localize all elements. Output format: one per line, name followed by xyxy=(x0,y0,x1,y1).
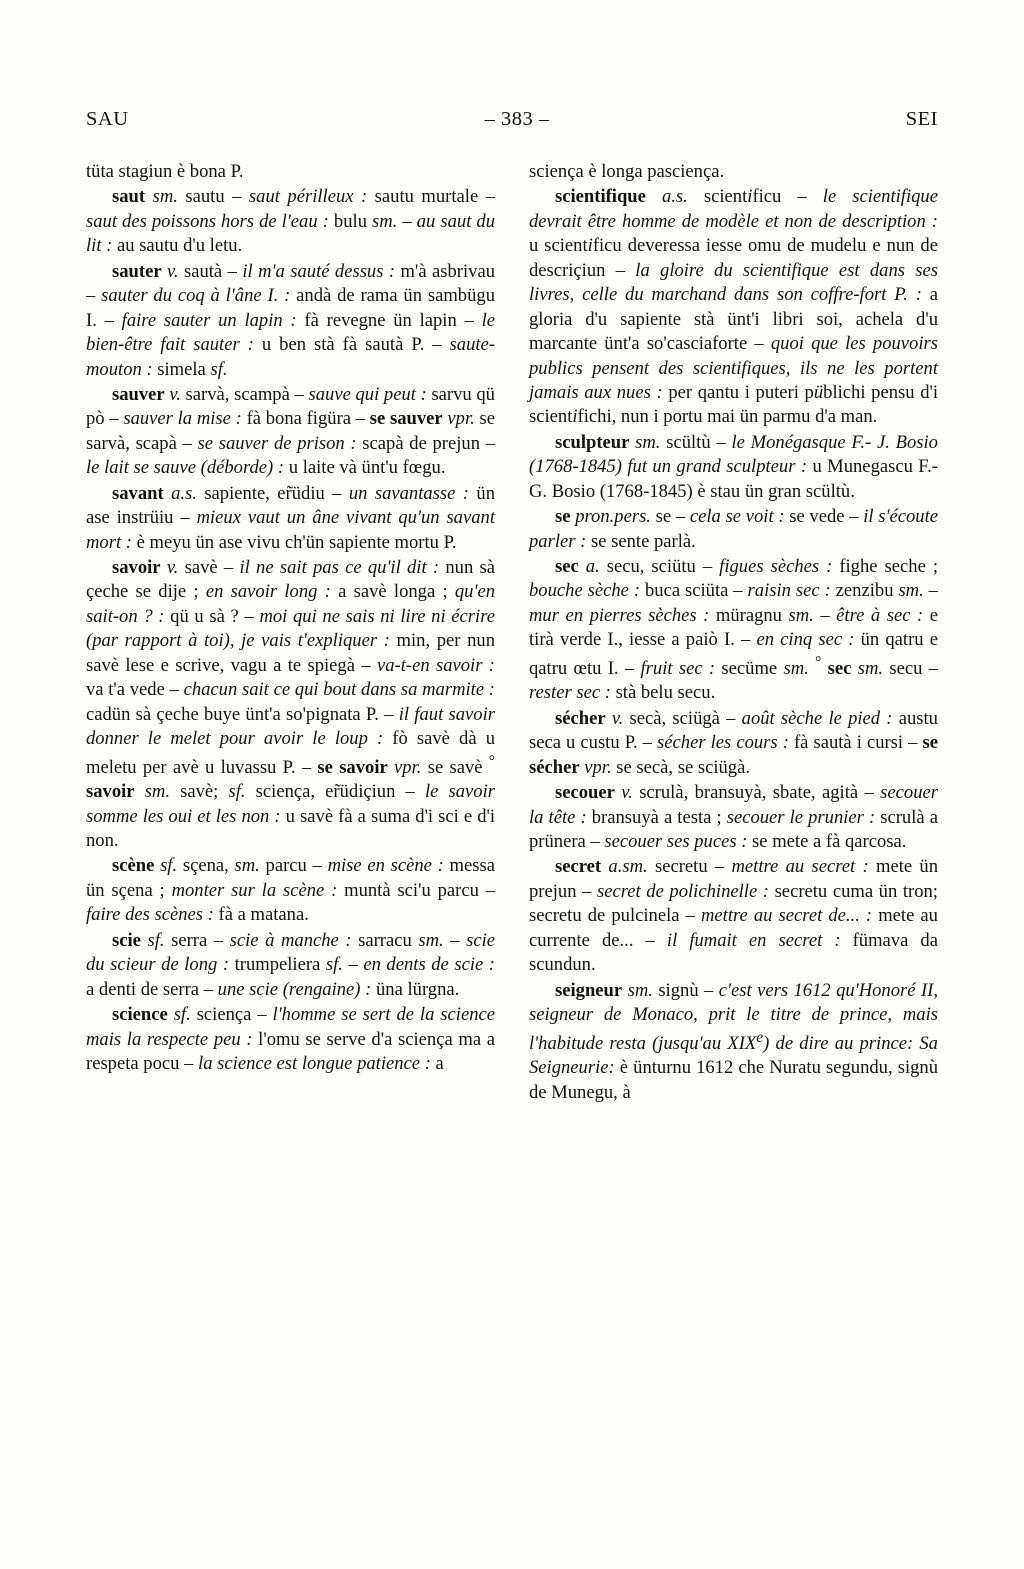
dictionary-entry: sec a. secu, sciütu – figues sèches : fighe seche ; bouche sèche : buca sciüta – raisin sec : zenzibu sm. – mur en pierres sèches : müragnu sm. – être à sec : e tirà verde I., iesse a paiò I. – en cinq sec : ün qatru e qatru œtu I. – fruit sec : secüme sm. ° sec sm. secu – rester sec : stà belu secu. xyxy=(529,556,939,704)
page-columns xyxy=(86,160,938,1106)
dictionary-entry: saut sm. sautu – saut périlleux : sautu murtale – saut des poissons hors de l'eau : bulu sm. – au saut du lit : au sautu d'u letu. xyxy=(86,186,496,257)
dictionary-entry: se pron.pers. se – cela se voit : se vede – il s'écoute parler : se sente parlà. xyxy=(529,506,938,552)
column-right xyxy=(529,160,938,1106)
dictionary-entry: secret a.sm. secretu – mettre au secret : mete ün prejun – secret de polichinelle : secretu cuma ün tron; secretu de pulcinela – mettre au secret de... : mete au currente de... – il fumait en secret : fümava da scundun. xyxy=(529,856,938,976)
dictionary-entry: scène sf. sçena, sm. parcu – mise en scène : messa ün sçena ; monter sur la scène : muntà sci'u parcu – faire des scènes : fà a matana. xyxy=(86,855,495,926)
dictionary-entry: sciença è longa pasciença. xyxy=(529,161,725,182)
dictionary-entry: savant a.s. sapiente, er̃üdiu – un savantasse : ün ase instrüiu – mieux vaut un âne vivant qu'un savant mort : è meyu ün ase vivu ch'ün sapiente mortu P. xyxy=(86,482,495,553)
dictionary-entry: seigneur sm. signù – c'est vers 1612 qu'Honoré II, seigneur de Monaco, prit le titre de prince, mais l'habitude resta (jusqu'au XIXe) de dire au prince: Sa Seigneurie: è ünturnu 1612 che Nuratu segundu, signù de Munegu, à xyxy=(529,979,938,1103)
running-head-right: SEI xyxy=(905,108,938,130)
dictionary-entry: secouer v. scrulà, bransuyà, sbate, agità – secouer la tête : bransuyà a testa ; secouer le prunier : scrulà a prünera – secouer ses puces : se mete a fà qarcosa. xyxy=(529,782,938,852)
dictionary-entry: sauter v. sautà – il m'a sauté dessus : m'à asbrivau – sauter du coq à l'âne I. : andà de rama ün sambügu I. – faire sauter un lapin : fà revegne ün lapin – le bien-être fait sauter : u ben stà fà sautà P. – saute-mouton : simela sf. xyxy=(86,260,496,380)
dictionary-entry: scientifique a.s. scientificu – le scientifique devrait être homme de modèle et non de description : u scientificu deveressa iesse omu de mudelu e nun de descriçiun – la gloire du scientifique est dans ses livres, celle du marchand dans son coffre-fort P. : a gloria d'u sapiente stà ünt'i libri soi, achela d'u marcante ünt'a so'casciaforte – quoi que les pouvoirs publics pensent des scientifiques, ils ne les portent jamais aux nues : per qantu i puteri püblichi pensu d'i scientifichi, nun i portu mai ün parmu d'a man. xyxy=(529,186,939,428)
page-header xyxy=(86,108,938,131)
dictionary-entry: tüta stagiun è bona P. xyxy=(86,161,244,182)
running-head-left: SAU xyxy=(86,108,129,130)
dictionary-entry: savoir v. savè – il ne sait pas ce qu'il dit : nun sà çeche se dije ; en savoir long : a savè longa ; qu'en sait-on ? : qü u sà ? – moi qui ne sais ni lire ni écrire (par rapport à toi), je vais t'expliquer : min, per nun savè lese e scrive, vagu a te spiegà – va-t-en savoir : va t'a vede – chacun sait ce qui bout dans sa marmite : cadün sà çeche buye ünt'a so'pignata P. – il faut savoir donner le melet pour avoir le loup : fò savè dà u meletu per avè u luvassu P. – se savoir vpr. se savè ° savoir sm. savè; sf. sciença, er̃üdiçiun – le savoir somme les oui et les non : u savè fà a suma d'i sci e d'i non. xyxy=(86,557,496,851)
dictionary-entry: science sf. sciença – l'homme se sert de la science mais la respecte peu : l'omu se serve d'a sciença ma a respeta pocu – la science est longue patience : a xyxy=(86,1004,495,1074)
dictionary-entry: sécher v. secà, sciügà – août sèche le pied : austu seca u custu P. – sécher les cours : fà sautà i cursi – se sécher vpr. se secà, se sciügà. xyxy=(529,707,938,778)
dictionary-entry: sauver v. sarvà, scampà – sauve qui peut : sarvu qü pò – sauver la mise : fà bona figüra – se sauver vpr. se sarvà, scapà – se sauver de prison : scapà de prejun – le lait se sauve (déborde) : u laite và ünt'u fœgu. xyxy=(86,383,495,479)
page-folio: – 383 – xyxy=(484,108,550,130)
column-left xyxy=(86,160,495,1106)
dictionary-entry: sculpteur sm. scültù – le Monégasque F.- J. Bosio (1768-1845) fut un grand sculpteur : u Munegascu F.-G. Bosio (1768-1845) è stau ün gran scültù. xyxy=(529,431,939,502)
dictionary-entry: scie sf. serra – scie à manche : sarracu sm. – scie du scieur de long : trumpeliera sf. – en dents de scie : a denti de serra – une scie (rengaine) : üna lürgna. xyxy=(86,929,496,1000)
